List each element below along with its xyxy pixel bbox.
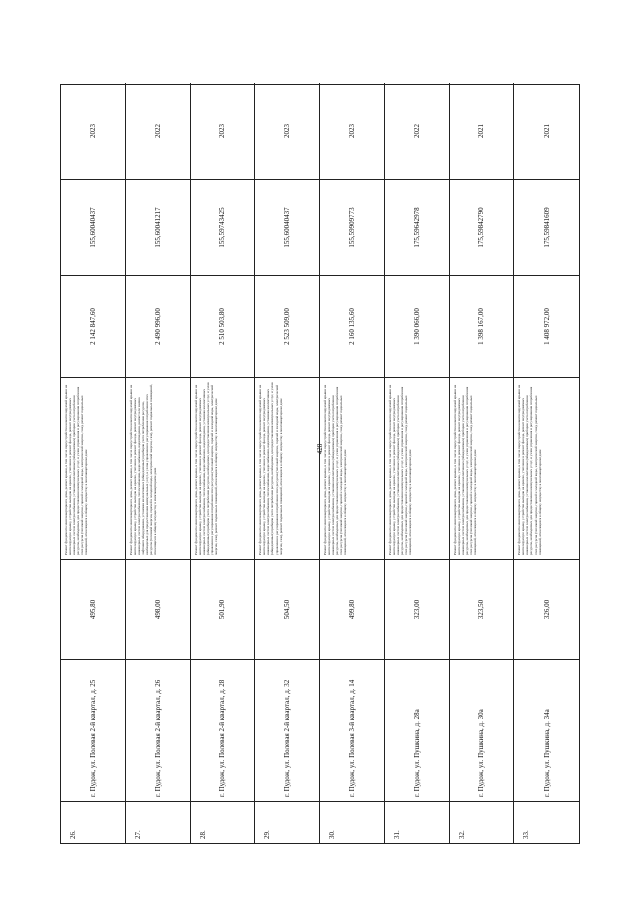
house-address: г. Пудож, ул. Полевая 2-й квартал, д. 25 <box>61 659 125 801</box>
repair-cost: 2 510 503,80 <box>191 275 255 377</box>
unit-cost-value: 155,59909773 <box>320 179 384 275</box>
repair-cost: 1 408 972,00 <box>514 275 579 377</box>
house-address: г. Пудож, ул. Полевая 2-й квартал, д. 26 <box>126 659 190 801</box>
total-area: 498,00 <box>126 559 190 659</box>
repair-works-list: Ремонт фундамента многоквартирного дома, ремонт крыши, в том числе переустройство невентилируемой крыши на вентилируемую крышу, устройство выходов на кровлю, утепление и ремонт фасада, ремонт внутридомовых инженерных систем электроснабжения, теплоснабжения, водоснабжения, водоотведения, установка коллективных (общедомовых) приборов учета потребления ресурсов, необходимых для предоставления коммунальных услуг, и узлов управления и регулирования потребления этих ресурсов (тепловой энергии, горячей и холодной воды, электрической энергии, газа), ремонт подвальных помещений, относящихся к общему имуществу в многоквартирном доме <box>255 377 319 559</box>
repair-works-list: Ремонт фундамента многоквартирного дома, ремонт крыши, в том числе переустройство невентилируемой крыши на вентилируемую крышу, устройство выходов на кровлю, утепление и ремонт фасада, ремонт внутридомовых инженерных систем электроснабжения, установка коллективных (общедомовых) приборов учета потребления ресурсов, необходимых для предоставления коммунальных услуг, и узлов управления и регулирования потребления этих ресурсов (тепловой энергии, горячей и холодной воды, электрической энергии, газа), ремонт подвальных помещений, относящихся к общему имуществу в многоквартирном доме <box>61 377 125 559</box>
repair-cost: 1 390 066,00 <box>385 275 449 377</box>
repair-year: 2021 <box>542 124 551 138</box>
row-number: 32. <box>450 801 514 843</box>
unit-cost-value: 155,59743425 <box>191 179 255 275</box>
page-number: 428 <box>316 443 324 455</box>
repair-works-list: Ремонт фундамента многоквартирного дома, ремонт крыши, в том числе переустройство невентилируемой крыши на вентилируемую крышу, устройство выходов на кровлю, утепление и ремонт фасада, ремонт внутридомовых инженерных систем электроснабжения, теплоснабжения, водоснабжения, водоотведения, установка коллективных (общедомовых) приборов учета потребления ресурсов, необходимых для предоставления коммунальных услуг, и узлов управления и регулирования потребления этих ресурсов (тепловой энергии, горячей и холодной воды, электрической энергии, газа), ремонт подвальных помещений, относящихся к общему имуществу в многоквартирном доме <box>191 377 255 559</box>
total-area: 323,50 <box>450 559 514 659</box>
repair-year: 2021 <box>477 124 486 138</box>
table-row <box>514 83 579 843</box>
repair-works-list: Ремонт фундамента многоквартирного дома, ремонт крыши, в том числе переустройство невентилируемой крыши на вентилируемую крышу, устройство выходов на кровлю, утепление и ремонт фасада, ремонт внутридомовых инженерных систем электроснабжения, теплоснабжения, водоснабжения, водоотведения, ремонт или замена лифтового оборудования, установка коллективных (общедомовых) приборов учета потребления ресурсов, необходимых для предоставления коммунальных услуг, и узлов управления и регулирования потребления этих ресурсов (тепловой энергии, горячей и холодной воды, электрической энергии, газа), ремонт подвальных помещений, относящихся к общему имуществу в многоквартирном доме <box>126 377 190 559</box>
total-area: 495,80 <box>61 559 125 659</box>
repair-year: 2023 <box>347 124 356 138</box>
row-number: 26. <box>61 801 125 843</box>
repair-cost: 2 490 996,00 <box>126 275 190 377</box>
table-row <box>450 83 515 843</box>
unit-cost-value: 155,60040437 <box>255 179 319 275</box>
house-address: г. Пудож, ул. Полевая 3-й квартал, д. 14 <box>320 659 384 801</box>
row-number: 33. <box>514 801 579 843</box>
house-address: г. Пудож, ул. Пушкина, д. 34а <box>514 659 579 801</box>
unit-cost-value: 155,60040437 <box>61 179 125 275</box>
repair-works-list: Ремонт фундамента многоквартирного дома, ремонт крыши, в том числе переустройство невентилируемой крыши на вентилируемую крышу, устройство выходов на кровлю, утепление и ремонт фасада, ремонт внутридомовых инженерных систем электроснабжения, установка коллективных (общедомовых) приборов учета потребления ресурсов, необходимых для предоставления коммунальных услуг, и узлов управления и регулирования потребления этих ресурсов (тепловой энергии, горячей и холодной воды, электрической энергии, газа), ремонт подвальных помещений, относящихся к общему имуществу в многоквартирном доме <box>450 377 514 559</box>
house-address: г. Пудож, ул. Полевая 2-й квартал, д. 28 <box>191 659 255 801</box>
house-address: г. Пудож, ул. Пушкина, д. 30а <box>450 659 514 801</box>
repair-works-list: Ремонт фундамента многоквартирного дома, ремонт крыши, в том числе переустройство невентилируемой крыши на вентилируемую крышу, устройство выходов на кровлю, утепление и ремонт фасада, ремонт внутридомовых инженерных систем электроснабжения, установка коллективных (общедомовых) приборов учета потребления ресурсов, необходимых для предоставления коммунальных услуг, и узлов управления и регулирования потребления этих ресурсов (тепловой энергии, горячей и холодной воды, электрической энергии, газа), ремонт подвальных помещений, относящихся к общему имуществу в многоквартирном доме <box>320 377 384 559</box>
repair-cost: 2 160 135,60 <box>320 275 384 377</box>
table-row <box>255 83 320 843</box>
unit-cost-value: 175,59642978 <box>385 179 449 275</box>
row-number: 27. <box>126 801 190 843</box>
repair-year: 2022 <box>153 124 162 138</box>
repair-cost: 1 398 167,00 <box>450 275 514 377</box>
house-address: г. Пудож, ул. Пушкина, д. 28а <box>385 659 449 801</box>
repair-year: 2023 <box>88 124 97 138</box>
table-row <box>320 83 385 843</box>
total-area: 323,00 <box>385 559 449 659</box>
repair-cost: 2 523 509,00 <box>255 275 319 377</box>
table-row <box>126 83 191 843</box>
row-number: 28. <box>191 801 255 843</box>
repair-year: 2023 <box>218 124 227 138</box>
table-row <box>191 83 256 843</box>
total-area: 499,80 <box>320 559 384 659</box>
repair-cost: 2 142 847,60 <box>61 275 125 377</box>
total-area: 326,00 <box>514 559 579 659</box>
row-number: 30. <box>320 801 384 843</box>
row-number: 31. <box>385 801 449 843</box>
unit-cost-value: 155,60041217 <box>126 179 190 275</box>
total-area: 501,90 <box>191 559 255 659</box>
table-row <box>385 83 450 843</box>
table-row <box>61 83 126 843</box>
total-area: 504,50 <box>255 559 319 659</box>
row-number: 29. <box>255 801 319 843</box>
repair-year: 2023 <box>283 124 292 138</box>
table-frame <box>60 84 580 844</box>
repair-works-list: Ремонт фундамента многоквартирного дома, ремонт крыши, в том числе переустройство невентилируемой крыши на вентилируемую крышу, устройство выходов на кровлю, утепление и ремонт фасада, ремонт внутридомовых инженерных систем электроснабжения, установка коллективных (общедомовых) приборов учета потребления ресурсов, необходимых для предоставления коммунальных услуг, и узлов управления и регулирования потребления этих ресурсов (тепловой энергии, горячей и холодной воды, электрической энергии, газа), ремонт подвальных помещений, относящихся к общему имуществу в многоквартирном доме <box>385 377 449 559</box>
unit-cost-value: 175,59842790 <box>450 179 514 275</box>
capital-repair-table <box>60 84 580 844</box>
repair-works-list: Ремонт фундамента многоквартирного дома, ремонт крыши, в том числе переустройство невентилируемой крыши на вентилируемую крышу, устройство выходов на кровлю, утепление и ремонт фасада, ремонт внутридомовых инженерных систем электроснабжения, установка коллективных (общедомовых) приборов учета потребления ресурсов, необходимых для предоставления коммунальных услуг, и узлов управления и регулирования потребления этих ресурсов (тепловой энергии, горячей и холодной воды, электрической энергии, газа), ремонт подвальных помещений, относящихся к общему имуществу в многоквартирном доме <box>514 377 579 559</box>
unit-cost-value: 175,59841609 <box>514 179 579 275</box>
repair-year: 2022 <box>412 124 421 138</box>
house-address: г. Пудож, ул. Полевая 2-й квартал, д. 32 <box>255 659 319 801</box>
